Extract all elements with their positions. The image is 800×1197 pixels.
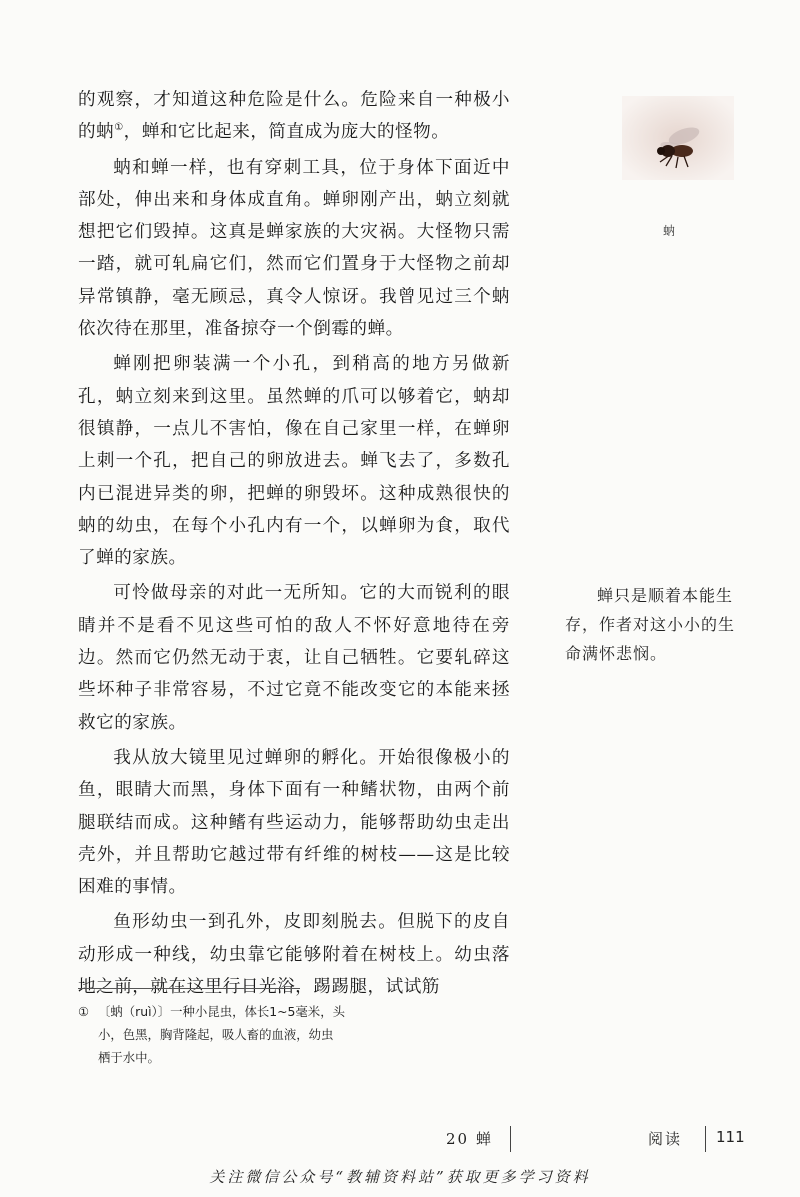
- paragraph-1: 的观察，才知道这种危险是什么。危险来自一种极小的蚋①，蝉和它比起来，简直成为庞大的怪物。: [78, 90, 510, 143]
- footnote-divider: [78, 988, 300, 989]
- main-text: [78, 84, 510, 1006]
- gnat-icon: [622, 96, 734, 180]
- footnote-number: ①: [78, 1004, 90, 1019]
- chapter-title: 20 蝉: [446, 1130, 493, 1148]
- paragraph-5: 我从放大镜里见过蝉卵的孵化。开始很像极小的鱼，眼睛大而黑，身体下面有一种鳍状物，由两个前腿联结而成。这种鳍有些运动力，能够帮助幼虫走出壳外，并且帮助它越过带有纤维的树枝——这是比较困难的事情。: [78, 747, 510, 898]
- page-footer: [0, 1126, 800, 1154]
- footnote: ① 〔蚋（ruì）〕一种小昆虫，体长1~5毫米，头 小，色黑，胸背隆起，吸人畜的血液，幼虫 栖于水中。: [78, 1000, 398, 1069]
- paragraph-3: 蝉刚把卵装满一个小孔，到稍高的地方另做新孔，蚋立刻来到这里。虽然蝉的爪可以够着它，蚋却很镇静，一点儿不害怕，像在自己家里一样，在蝉卵上刺一个孔，把自己的卵放进去。蝉飞去了，多数孔内已混进异类的卵，把蝉的卵毁坏。这种成熟很快的蚋的幼虫，在每个小孔内有一个，以蝉卵为食，取代了蝉的家族。: [78, 354, 510, 569]
- footer-divider: [510, 1126, 511, 1152]
- paragraph-2: 蚋和蝉一样，也有穿刺工具，位于身体下面近中部处，伸出来和身体成直角。蝉卵刚产出，蚋立刻就想把它们毁掉。这真是蝉家族的大灾祸。大怪物只需一踏，就可轧扁它们，然而它们置身于大怪物之前却异常镇静，毫无顾忌，真令人惊讶。我曾见过三个蚋依次待在那里，准备掠夺一个倒霉的蝉。: [78, 157, 510, 340]
- section-label: 阅读: [648, 1130, 683, 1148]
- paragraph-4: 可怜做母亲的对此一无所知。它的大而锐利的眼睛并不是看不见这些可怕的敌人不怀好意地待在旁边。然而它仍然无动于衷，让自己牺牲。它要轧碎这些坏种子非常容易，不过它竟不能改变它的本能来拯救它的家族。: [78, 583, 510, 733]
- paragraph-6: 鱼形幼虫一到孔外，皮即刻脱去。但脱下的皮自动形成一种线，幼虫靠它能够附着在树枝上。幼虫落地之前，就在这里行日光浴，踢踢腿，试试筋: [78, 912, 510, 998]
- page-number: 111: [716, 1128, 745, 1146]
- figure-caption: 蚋: [663, 224, 676, 238]
- gnat-photo: [622, 96, 734, 180]
- footnote-ref[interactable]: ①: [114, 122, 124, 134]
- footer-divider: [705, 1126, 706, 1152]
- watermark: 关注微信公众号“教辅资料站”获取更多学习资料: [209, 1168, 591, 1186]
- side-note: 蝉只是顺着本能生存，作者对这小小的生命满怀悲悯。: [565, 586, 736, 663]
